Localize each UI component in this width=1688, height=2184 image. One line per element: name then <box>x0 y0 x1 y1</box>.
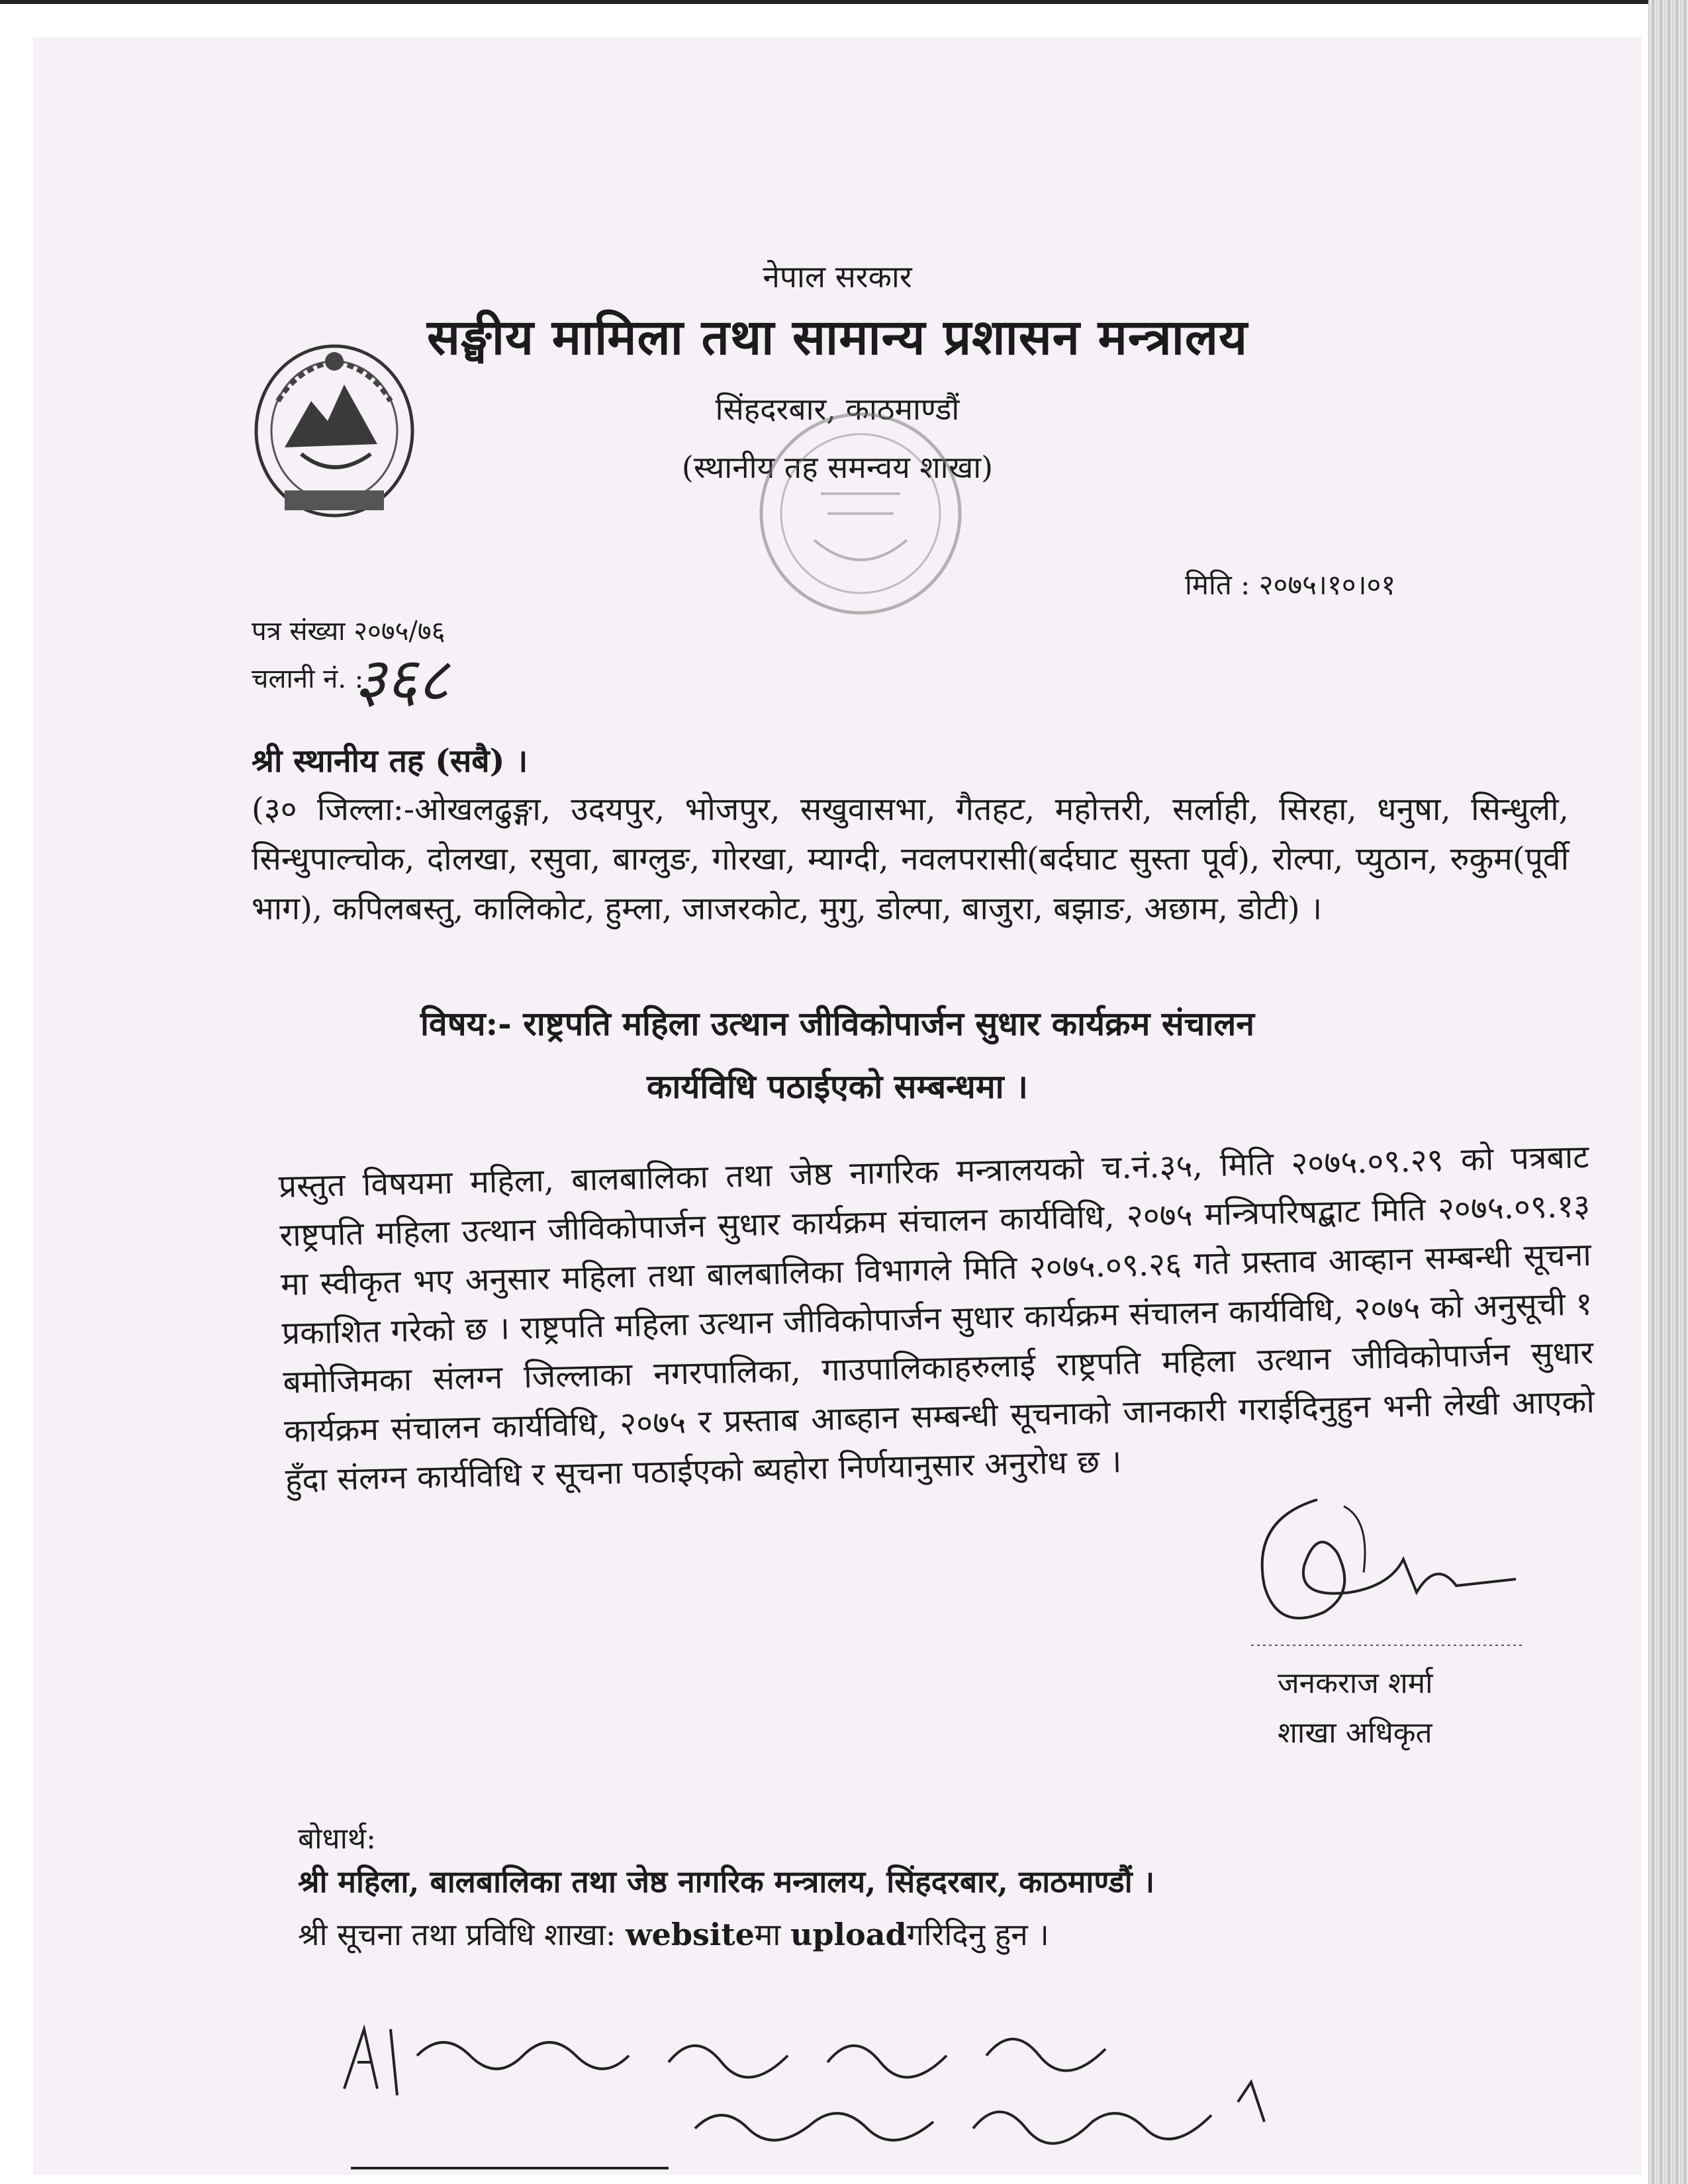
office-address: सिंहदरबार, काठमाण्डौं <box>715 391 960 427</box>
cc-line-2-mid: मा <box>754 1917 790 1952</box>
ministry-name: सङ्घीय मामिला तथा सामान्य प्रशासन मन्त्रालय <box>426 309 1248 366</box>
dispatch-label: चलानी नं. : <box>252 664 364 694</box>
subject-line-1: विषय:- राष्ट्रपति महिला उत्थान जीविकोपार्जन सुधार कार्यक्रम संचालन <box>420 1004 1254 1043</box>
reference-number: पत्र संख्या २०७५/७६ <box>252 616 445 647</box>
letter-date: मिति : २०७५।१०।०१ <box>1185 569 1396 601</box>
scan-top-border <box>0 0 1688 4</box>
cc-line-2-suffix: गरिदिनु हुन । <box>906 1917 1049 1952</box>
cc-line-1: श्री महिला, बालबालिका तथा जेष्ठ नागरिक मन्त्रालय, सिंहदरबार, काठमाण्डौं । <box>298 1864 1155 1899</box>
letter-page <box>33 37 1642 2175</box>
cc-line-2-upload: upload <box>790 1917 907 1952</box>
dispatch-number: ३६८ <box>354 645 449 715</box>
signer-name: जनकराज शर्मा <box>1278 1666 1433 1700</box>
recipient-districts: (३० जिल्ला:-ओखलढुङ्गा, उदयपुर, भोजपुर, सखुवासभा, गैतहट, महोत्तरी, सर्लाही, सिरहा, धनुषा, सिन्धुली, सिन्धुपाल्चोक, दोलखा, रसुवा, बाग्लुङ, गोरखा, म्याग्दी, नवलपरासी(बर्दघाट सुस्ता पूर्व), रोल्पा, प्युठान, रुकुम(पूर्वी भाग), कपिलबस्तु, कालिकोट, हुम्ला, जाजरकोट, मुगु, डोल्पा, बाजुरा, बझाङ, अछाम, डोटी) । <box>252 791 1569 927</box>
branch-name: (स्थानीय तह समन्वय शाखा) <box>681 449 994 485</box>
subject-line-2: कार्यविधि पठाईएको सम्बन्धमा । <box>647 1067 1028 1106</box>
handwritten-note-icon <box>324 2003 1503 2175</box>
cc-line-2 <box>298 1913 1049 1954</box>
cc-line-2-website: website <box>625 1917 755 1952</box>
scan-right-edge <box>1648 0 1688 2184</box>
cc-line-2-prefix: श्री सूचना तथा प्रविधि शाखा: <box>298 1917 626 1952</box>
letter-body: प्रस्तुत विषयमा महिला, बालबालिका तथा जेष्ठ नागरिक मन्त्रालयको च.नं.३५, मिति २०७५.०९.२९ को पत्रबाट राष्ट्रपति महिला उत्थान जीविकोपार्जन सुधार कार्यक्रम संचालन कार्यविधि, २०७५ मन्त्रिपरिषद्बाट मिति २०७५.०९.१३ मा स्वीकृत भए अनुसार महिला तथा बालबालिका विभागले मिति २०७५.०९.२६ गते प्रस्ताव आव्हान सम्बन्धी सूचना प्रकाशित गरेको छ । राष्ट्रपति महिला उत्थान जीविकोपार्जन सुधार कार्यक्रम संचालन कार्यविधि, २०७५ को अनुसूची १ बमोजिमका संलग्न जिल्लाका नगरपालिका, गाउपालिकाहरुलाई राष्ट्रपति महिला उत्थान जीविकोपार्जन सुधार कार्यक्रम संचालन कार्यविधि, २०७५ र प्रस्ताब आब्हान सम्बन्धी सूचनाको जानकारी गराईदिनुहुन भनी लेखी आएको हुँदा संलग्न कार्यविधि र सूचना पठाईएको ब्यहोरा निर्णयानुसार अनुरोध छ । <box>278 1138 1595 1499</box>
office-stamp-icon <box>735 394 986 633</box>
signer-title: शाखा अधिकृत <box>1278 1716 1432 1750</box>
cc-heading: बोधार्थ: <box>298 1822 376 1856</box>
signature-icon <box>1238 1480 1536 1672</box>
recipient-heading: श्री स्थानीय तह (सबै) । <box>252 743 528 780</box>
government-name: नेपाल सरकार <box>763 259 912 295</box>
